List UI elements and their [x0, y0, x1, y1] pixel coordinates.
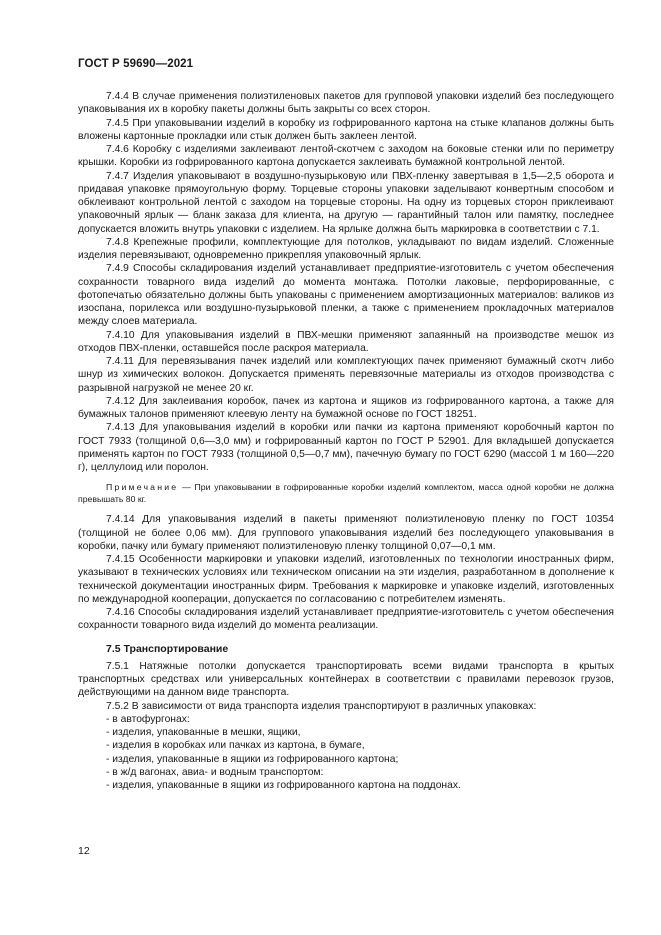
document-header: ГОСТ Р 59690—2021 — [78, 58, 194, 70]
paragraph-7-4-6: 7.4.6 Коробку с изделиями заклеивают лентой-скотчем с заходом на боковые стенки или по периметру крышки. Коробки из гофрированного картона допускается заклеивать бумажной контрольной лентой. — [78, 144, 614, 169]
paragraph-7-4-5: 7.4.5 При упаковывании изделий в коробку из гофрированного картона на стыке клапанов должны быть вложены картонные прокладки или стык должен быть заклеен лентой. — [78, 117, 614, 142]
document-body — [78, 90, 614, 792]
paragraph-7-4-12: 7.4.12 Для заклеивания коробок, пачек из картона и ящиков из гофрированного картона, а также для бумажных талонов применяют клеевую ленту на бумажной основе по ГОСТ 18251. — [78, 395, 614, 420]
paragraph-7-5-2: 7.5.2 В зависимости от вида транспорта изделия транспортируют в различных упаковках: — [106, 700, 537, 712]
paragraph-7-4-9: 7.4.9 Способы складирования изделий устанавливает предприятие-изготовитель с учетом обеспечения сохранности товарного вида изделий до момента монтажа. Потолки лаковые, перфорированные, с фотопечатью обязательно должны быть упакованы с применением амортизационных материалов: валиков из изоспана, порилекса или воздушно-пузырьковой пленки, а также с применением прокладочных материалов между слоев материала. — [78, 263, 614, 328]
note-text: — При упаковывании в гофрированные коробки изделий комплектом, масса одной коробки не должна превышать 80 кг. — [78, 482, 614, 504]
page-number: 12 — [78, 845, 90, 857]
paragraph-7-5-1: 7.5.1 Натяжные потолки допускается транспортировать всеми видами транспорта в крытых транспортных средствах или универсальных контейнерах в соответствии с правилами перевозок грузов, действующими на данном виде транспорта. — [78, 660, 614, 699]
note — [78, 482, 614, 505]
list-item: - в ж/д вагонах, авиа- и водным транспортом: — [106, 766, 324, 778]
paragraph-7-4-8: 7.4.8 Крепежные профили, комплектующие для потолков, укладывают по видам изделий. Сложенные изделия перевязывают, одновременно прикрепляя упаковочный ярлык. — [78, 236, 614, 261]
paragraph-7-4-15: 7.4.15 Особенности маркировки и упаковки изделий, изготовленных по технологии иностранных фирм, указывают в технических условиях или техническом описании на эти изделия, разработанном в дополнение к технической документации иностранных фирм. Требования к маркировке и упаковке изделий, изготовленных по международной кооперации, допускается по согласованию с потребителем изменять. — [78, 554, 614, 605]
paragraph-7-4-11: 7.4.11 Для перевязывания пачек изделий или комплектующих пачек применяют бумажный скотч либо шнур из химических волокон. Допускается применять перевязочные материалы из отходов производства с разрывной нагрузкой не менее 20 кг. — [78, 356, 614, 394]
list-item: - изделия, упакованные в мешки, ящики, — [106, 727, 301, 738]
paragraph-7-4-10: 7.4.10 Для упаковывания изделий в ПВХ-мешки применяют запаянный на производстве мешок из отходов ПВХ-пленки, оставшейся после раскроя материала. — [78, 329, 614, 354]
transport-list — [78, 713, 614, 793]
paragraph-7-4-4: 7.4.4 В случае применения полиэтиленовых пакетов для групповой упаковки изделий без последующего упаковывания их в коробку пакеты должны быть закрыты со всех сторон. — [78, 91, 614, 116]
list-item: - в автофургонах: — [106, 713, 190, 725]
note-label: Примечание — [106, 482, 179, 493]
paragraph-7-4-13: 7.4.13 Для упаковывания изделий в коробки или пачки из картона применяют коробочный картон по ГОСТ 7933 (толщиной 0,6—3,0 мм) и гофрированный картон по ГОСТ Р 52901. Для вкладышей допускается применять картон по ГОСТ 7933 (толщиной 0,5—0,7 мм), пачечную бумагу по ГОСТ 6290 (массой 1 м 160—220 г), целлулоид или поролон. — [78, 422, 614, 473]
list-item: - изделия в коробках или пачках из картона, в бумаге, — [106, 740, 365, 752]
list-item: - изделия, упакованные в ящики из гофрированного картона на поддонах. — [106, 780, 461, 791]
list-item: - изделия, упакованные в ящики из гофрированного картона; — [106, 753, 399, 765]
paragraph-7-4-7: 7.4.7 Изделия упаковывают в воздушно-пузырьковую или ПВХ-пленку завертывая в 1,5—2,5 оборота и придавая упаковке прямоугольную форму. Торцевые стороны упаковки заделывают конвертным способом и обклеивают контрольной лентой с заходом на торцевые стороны. На одну из торцевых сторон приклеивают упаковочный ярлык — бланк заказа для клиента, на другую — гарантийный талон или памятку, последнее допускается вложить внутрь упаковки с изделием. На ярлыке должна быть маркировка в соответствии с 7.1. — [78, 170, 614, 235]
paragraph-7-4-16: 7.4.16 Способы складирования изделий устанавливает предприятие-изготовитель с учетом обеспечения сохранности товарного вида изделий до момента реализации. — [78, 607, 614, 632]
section-heading: 7.5 Транспортирование — [106, 642, 229, 655]
paragraph-7-4-14: 7.4.14 Для упаковывания изделий в пакеты применяют полиэтиленовую пленку по ГОСТ 10354 (толщиной не более 0,06 мм). Для группового упаковывания изделий без последующего упаковывания в коробки, пачку или бумагу применяют полиэтиленовую пленку толщиной 0,07—0,1 мм. — [78, 514, 614, 552]
